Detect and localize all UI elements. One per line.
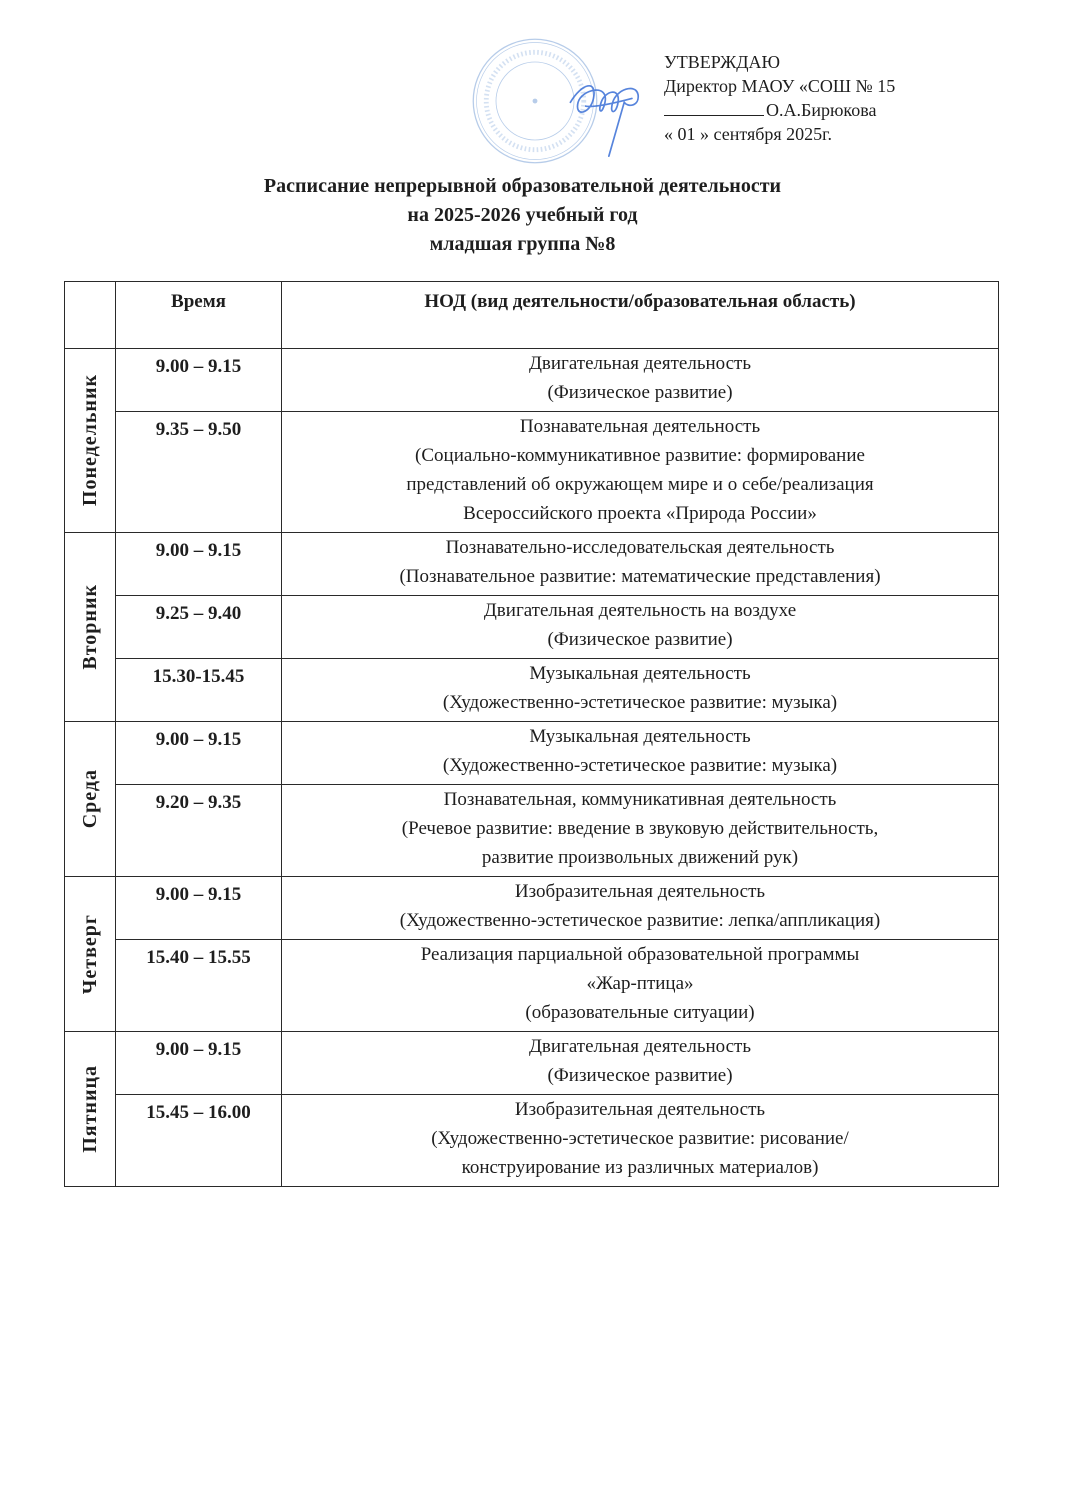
activity-cell [282,1095,999,1187]
schedule-table [64,281,999,1187]
activity-detail: (Физическое развитие) [547,1065,733,1086]
table-row [65,940,999,1032]
title-line-1: Расписание непрерывной образовательной деятельности [263,175,782,197]
time-cell: 15.40 – 15.55 [116,940,282,1032]
activity-cell [282,722,999,785]
time-cell: 15.30-15.45 [116,659,282,722]
activity-detail: развитие произвольных движений рук) [481,847,799,868]
day-cell [65,349,116,533]
time-cell: 9.00 – 9.15 [116,1032,282,1095]
title-line-3: младшая группа №8 [429,233,616,255]
table-row [65,1032,999,1095]
activity-detail: (Физическое развитие) [547,629,733,650]
activity-detail: (Социально-коммуникативное развитие: формирование [415,445,865,466]
approval-position: Директор МАОУ «СОШ № 15 [664,76,896,96]
activity-title: Двигательная деятельность [528,353,752,374]
approval-date: « 01 » сентября 2025г. [664,124,833,144]
signature-line [664,115,764,116]
table-wrapper [0,259,1082,1187]
time-cell: 15.45 – 16.00 [116,1095,282,1187]
header-time: Время [116,282,282,349]
activity-title: Музыкальная деятельность [529,726,751,747]
day-cell [65,533,116,722]
activity-title: Изобразительная деятельность [514,1099,766,1120]
day-cell [65,877,116,1032]
director-signature [560,60,650,160]
activity-cell [282,1032,999,1095]
time-cell: 9.25 – 9.40 [116,596,282,659]
activity-detail: (Речевое развитие: введение в звуковую действительность, [401,818,879,839]
activity-title: Познавательная, коммуникативная деятельность [443,789,837,810]
activity-title: Реализация парциальной образовательной программы [420,944,860,965]
table-row [65,412,999,533]
day-label: Пятница [78,1065,101,1153]
day-cell [65,722,116,877]
time-cell: 9.00 – 9.15 [116,349,282,412]
time-cell: 9.00 – 9.15 [116,722,282,785]
activity-detail: (Художественно-эстетическое развитие: музыка) [442,755,838,776]
day-label: Четверг [78,913,101,995]
activity-title: Двигательная деятельность на воздухе [483,600,797,621]
approval-block [664,50,895,146]
table-row [65,722,999,785]
time-cell: 9.00 – 9.15 [116,877,282,940]
time-cell: 9.20 – 9.35 [116,785,282,877]
activity-detail: «Жар-птица» [586,973,694,994]
activity-detail: (Художественно-эстетическое развитие: музыка) [442,692,838,713]
title-line-2: на 2025-2026 учебный год [407,204,638,226]
activity-detail: (Физическое развитие) [547,382,733,403]
table-row [65,659,999,722]
activity-detail: (Познавательное развитие: математические представления) [399,566,881,587]
activity-cell [282,349,999,412]
activity-title: Изобразительная деятельность [514,881,766,902]
activity-cell [282,659,999,722]
table-row [65,533,999,596]
day-label: Понедельник [78,374,101,507]
table-row [65,785,999,877]
activity-cell [282,533,999,596]
table-row [65,349,999,412]
activity-cell [282,877,999,940]
activity-detail: конструирование из различных материалов) [461,1157,819,1178]
document-title [0,172,1045,259]
activity-title: Двигательная деятельность [528,1036,752,1057]
approval-signer-name: О.А.Бирюкова [766,100,877,120]
header-activity: НОД (вид деятельности/образовательная область) [282,282,999,349]
approval-heading: УТВЕРЖДАЮ [664,52,781,72]
activity-cell [282,596,999,659]
activity-cell [282,785,999,877]
time-cell: 9.35 – 9.50 [116,412,282,533]
day-label: Среда [78,769,101,829]
activity-title: Музыкальная деятельность [529,663,751,684]
table-row [65,1095,999,1187]
activity-detail: Всероссийского проекта «Природа России» [463,503,817,524]
table-row [65,877,999,940]
day-cell [65,1032,116,1187]
activity-title: Познавательная деятельность [519,416,761,437]
day-label: Вторник [78,584,101,670]
activity-detail: (образовательные ситуации) [525,1002,755,1023]
activity-cell [282,412,999,533]
approval-signer [664,98,895,122]
header-day [65,282,116,349]
header-zone [0,0,1082,168]
time-cell: 9.00 – 9.15 [116,533,282,596]
table-row [65,596,999,659]
activity-detail: представлений об окружающем мире и о себе/реализация [406,474,874,495]
activity-cell [282,940,999,1032]
table-header-row [65,282,999,349]
activity-title: Познавательно-исследовательская деятельность [445,537,835,558]
activity-detail: (Художественно-эстетическое развитие: лепка/аппликация) [399,910,881,931]
schedule-body [65,349,999,1187]
activity-detail: (Художественно-эстетическое развитие: рисование/ [431,1128,849,1149]
